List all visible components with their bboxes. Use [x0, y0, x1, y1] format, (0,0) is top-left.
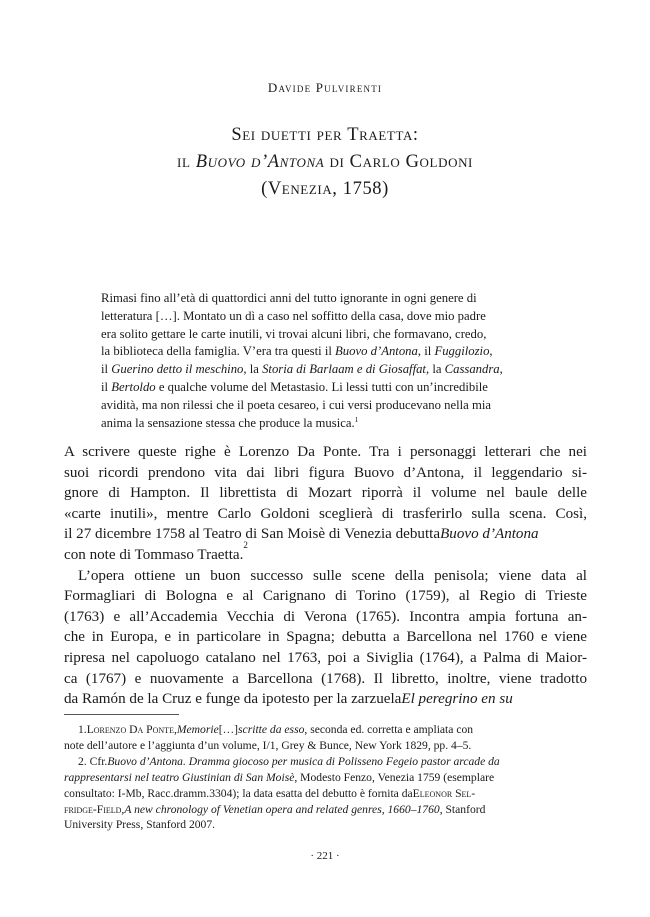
body-line: [64, 463, 587, 484]
footnote-line: [64, 817, 587, 833]
text: consultato: I-Mb, Racc.dramm.3304); la data esatta del debutto è fornita da: [64, 786, 413, 800]
text: Formagliari di Bologna e al Carignano di Torino (1759), al Regio di Trieste: [64, 588, 587, 605]
body-line: [64, 648, 587, 669]
italic-text: Buovo d’Antona. Dramma giocoso per musica di Polisseno Fegeio pastor arcade da: [107, 754, 500, 768]
text: , Stanford: [439, 802, 486, 816]
body-line: [64, 607, 587, 628]
body-line: [64, 539, 587, 566]
epigraph-line: era solito gettare le carte inutili, vi trovai alcuni libri, che formavano, credo,: [101, 326, 487, 341]
text: , la: [243, 362, 263, 377]
title-text: il: [177, 152, 196, 172]
title-text: di Carlo Goldoni: [324, 152, 473, 172]
text: A scrivere queste righe è Lorenzo Da Ponte. Tra i personaggi letterari che nei: [64, 444, 587, 460]
author-name: Davide Pulvirenti: [267, 80, 383, 95]
body-line: [64, 627, 587, 648]
body-line: [64, 524, 587, 545]
text: ,: [121, 802, 125, 816]
epigraph-line: [101, 415, 551, 433]
text: suoi ricordi prendono vita dai libri figura Buovo d’Antona, il leggendario si-: [64, 464, 587, 481]
text: con note di Tommaso Traetta.: [64, 546, 244, 563]
chapter-title: [0, 122, 650, 203]
body-text: [64, 442, 587, 710]
footnote-line: [64, 722, 587, 738]
footnote-line: [64, 802, 587, 818]
title-italic: Buovo d’Antona: [195, 152, 325, 172]
body-line: [64, 586, 587, 607]
text: ripresa nel capoluogo catalano nel 1763, poi a Siviglia (1764), a Palma di Maior-: [64, 649, 587, 666]
footnotes: [64, 722, 587, 833]
body-line: [64, 442, 587, 463]
small-caps-text: fridge-Field: [64, 802, 122, 816]
epigraph-quote: [101, 290, 551, 432]
footnote-line: [64, 786, 587, 802]
text: il 27 dicembre 1758 al Teatro di San Moisè di Venezia debutta: [64, 526, 441, 543]
title-line-3: (Venezia, 1758): [261, 179, 389, 199]
epigraph-line: [101, 343, 551, 361]
epigraph-line: [101, 379, 551, 397]
italic-text: Cassandra: [444, 362, 500, 377]
italic-text: rappresentarsi nel teatro Giustinian di San Moisè: [64, 770, 295, 784]
italic-text: Fuggilozio: [434, 344, 490, 359]
footnote-ref: 1: [354, 414, 359, 424]
text: ca (1767) e nuovamente a Barcellona (1768). Il libretto, inoltre, viene tradotto: [64, 670, 587, 687]
text: , il: [417, 344, 435, 359]
text: […]: [218, 723, 239, 736]
text: University Press, Stanford 2007.: [64, 818, 216, 832]
text: da Ramón de la Cruz e funge da ipotesto per la zarzuela: [64, 691, 402, 708]
text: L’opera ottiene un buon successo sulle scene della penisola; viene data al: [78, 567, 587, 584]
text: (1763) e all’Accademia Vecchia di Verona (1765). Incontra ampia fortuna an-: [64, 608, 587, 625]
body-line: [64, 483, 587, 504]
text: e qualche volume del Metastasio. Li lessi tutti con un’incredibile: [155, 379, 488, 394]
footnote-line: [64, 770, 587, 786]
italic-text: Buovo d’Antona: [440, 526, 539, 543]
body-line: [64, 669, 587, 690]
italic-text: Storia di Barlaam e di Giosaffat: [262, 362, 426, 377]
title-line-1: Sei duetti per Traetta:: [231, 125, 419, 145]
text: ,: [499, 362, 503, 377]
text: gnore di Hampton. Il librettista di Mozart riporrà il volume nel baule delle: [64, 485, 587, 502]
footnote-line: [64, 738, 587, 754]
text: che in Europa, e in particolare in Spagna; debutta a Barcellona nel 1760 e viene: [64, 629, 587, 646]
text: la biblioteca della famiglia. V’era tra questi il: [101, 344, 336, 359]
italic-text: Buovo d’Antona: [335, 344, 418, 359]
text: «carte inutili», mentre Carlo Goldoni sceglierà di trasferirlo sulla scena. Così,: [64, 505, 587, 522]
text: , seconda ed. corretta e ampliata con: [304, 723, 474, 736]
body-line: [64, 504, 587, 525]
italic-text: Bertoldo: [111, 379, 156, 394]
small-caps-text: Lorenzo Da Ponte: [86, 723, 174, 736]
epigraph-line: avidità, ma non rilessi che il poeta cesareo, i cui versi producevano nella mia: [101, 397, 491, 412]
text: 1.: [78, 723, 87, 736]
text: il: [101, 362, 112, 377]
italic-text: scritte da esso: [238, 723, 305, 736]
body-line: [64, 689, 587, 710]
title-line-2: [0, 149, 650, 176]
text: anima la sensazione stessa che produce la musica.: [101, 415, 355, 430]
text: , la: [425, 362, 445, 377]
italic-text: A new chronology of Venetian opera and related genres, 1660–1760: [124, 802, 440, 816]
epigraph-line: letteratura […]. Montato un dì a caso nel soffitto della casa, dove mio padre: [101, 308, 486, 323]
text: ,: [489, 344, 493, 359]
epigraph-line: [101, 361, 551, 379]
italic-text: Guerino detto il meschino: [111, 362, 244, 377]
text: ,: [173, 723, 177, 736]
italic-text: Memorie: [176, 723, 219, 736]
footnote-ref: 2: [243, 539, 248, 550]
text: 2. Cfr.: [78, 754, 108, 768]
small-caps-text: Eleonor Sel-: [412, 786, 476, 800]
epigraph-line: Rimasi fino all’età di quattordici anni del tutto ignorante in ogni genere di: [101, 291, 477, 305]
footnote-line: [64, 754, 587, 770]
footnote-divider: [64, 714, 179, 715]
italic-text: El peregrino en su: [401, 691, 513, 708]
text: , Modesto Fenzo, Venezia 1759 (esemplare: [294, 770, 495, 784]
page-number: · 221 ·: [310, 850, 340, 862]
text: note dell’autore e l’aggiunta d’un volume, I/1, Grey & Bunce, New York 1829, pp. 4–5.: [64, 738, 472, 752]
text: il: [101, 379, 112, 394]
body-line: [64, 566, 587, 587]
